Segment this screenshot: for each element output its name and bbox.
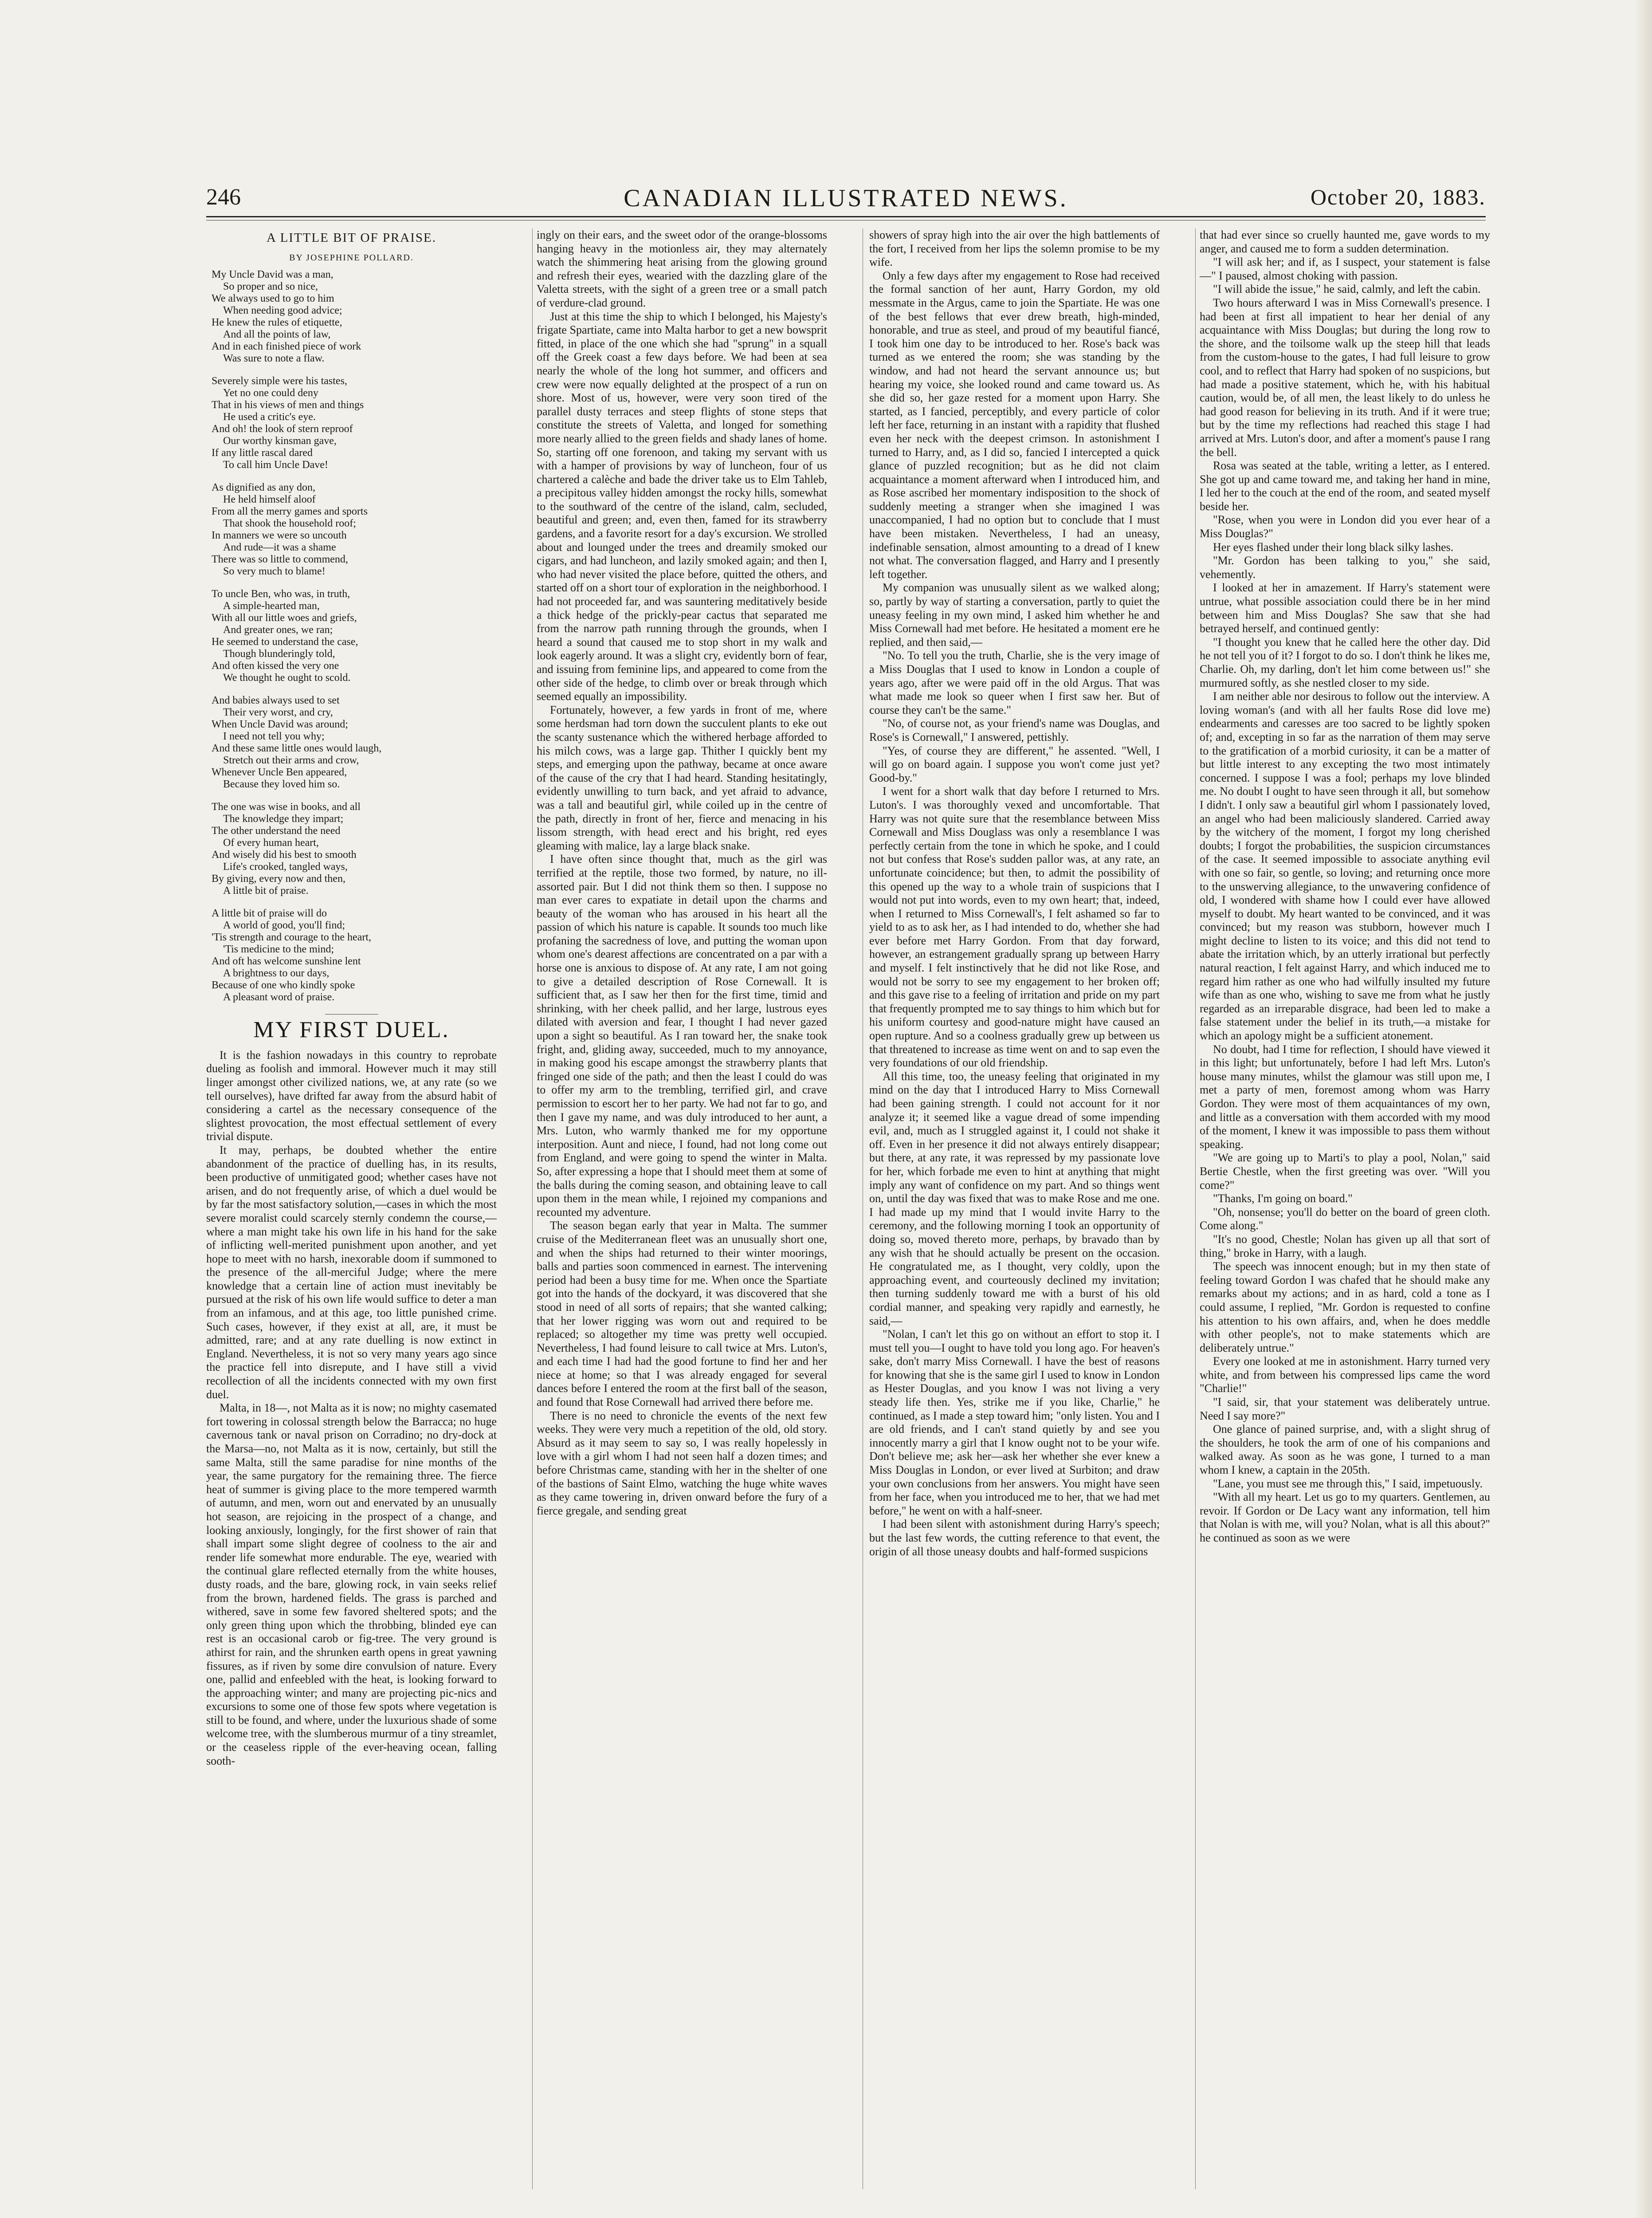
column-3-text	[869, 228, 1160, 1558]
column-4	[1200, 228, 1490, 2189]
poem-line: With all our little woes and griefs,	[212, 612, 357, 624]
poem-line: I need not tell you why;	[223, 731, 325, 743]
poem-line: 'Tis medicine to the mind;	[223, 944, 334, 956]
poem-stanza	[212, 482, 497, 578]
column-3	[869, 228, 1160, 2189]
story-paragraph: My companion was unusually silent as we walked along; so, partly by way of starting a conversation, partly to quiet the uneasy feeling in my own mind, I asked him whether he and Miss Cornewall had met before. He hesitated a moment ere he replied, and then said,—	[869, 581, 1160, 649]
page-number: 246	[206, 185, 241, 210]
poem-line: A brightness to our days,	[223, 967, 330, 979]
story-paragraph: No doubt, had I time for reflection, I should have viewed it in this light; but unfortunately, before I had left Mrs. Luton's house many minutes, whilst the glamour was still upon me, I met a party of men, foremost among whom was Harry Gordon. They were most of them acquaintances of my own, and little as a conversation with them accorded with my mood of the moment, I knew it was impossible to pass them without speaking.	[1200, 1042, 1490, 1151]
poem-line: So very much to blame!	[223, 566, 326, 578]
story-paragraph: "I will ask her; and if, as I suspect, your statement is false—" I paused, almost choking with passion.	[1200, 256, 1490, 282]
poem-line: And all the points of law,	[223, 329, 331, 341]
story-paragraph: "I thought you knew that he called here the other day. Did he not tell you of it? I forgot to do so. I don't think he likes me, Charlie. Oh, my darling, don't let him come between us!" she murmured softly, as she nestled closer to my side.	[1200, 635, 1490, 689]
poem-line: And babies always used to set	[212, 695, 340, 707]
poem-line: He used a critic's eye.	[223, 411, 316, 423]
poem-line: And often kissed the very one	[212, 660, 339, 672]
poem-line: 'Tis strength and courage to the heart,	[212, 932, 372, 944]
poem-line: He knew the rules of etiquette,	[212, 317, 342, 329]
poem-line: Severely simple were his tastes,	[212, 375, 347, 387]
poem-line: Whenever Uncle Ben appeared,	[212, 767, 347, 779]
poem-line: That shook the household roof;	[223, 518, 356, 530]
column-2-text	[537, 228, 827, 1518]
poem-line: Their very worst, and cry,	[223, 707, 333, 719]
poem-line: And oh! the look of stern reproof	[212, 423, 353, 435]
story-paragraph: that had ever since so cruelly haunted me, gave words to my anger, and caused me to form a sudden determination.	[1200, 228, 1490, 255]
column-1-text	[206, 1049, 497, 1768]
story-paragraph: "Nolan, I can't let this go on without an effort to stop it. I must tell you—I ought to have told you long ago. For heaven's sake, don't marry Miss Cornewall. I have the best of reasons for knowing that she is the same girl I used to know in London as Hester Douglas, and you know I was not living a very steady life then. Yes, strike me if you like, Charlie," he continued, as I made a step toward him; "only listen. You and I are old friends, and I can't stand quietly by and see you innocently marry a girl that I know ought not to be your wife. Don't believe me; ask her—ask her whether she ever knew a Miss Douglas in London, or ever lived at Surbiton; and draw your own conclusions from her answers. You might have seen from her face, when you introduced me to her, that we had met before," he went on with a half-sneer.	[869, 1328, 1160, 1517]
poem-line: We always used to go to him	[212, 293, 334, 305]
poem-line: And wisely did his best to smooth	[212, 849, 357, 861]
story-paragraph: Malta, in 18—, not Malta as it is now; no mighty casemated fort towering in colossal strength below the Barracca; no huge cavernous tank or naval prison on Corradino; no dry-dock at the Marsa—no, not Malta as it is now, certainly, but still the same Malta, still the same paradise for nine months of the year, the same purgatory for the remaining three. The fierce heat of summer is giving place to the more tempered warmth of autumn, and men, worn out and enervated by an unusually hot season, are rejoicing in the prospect of a change, and looking anxiously, longingly, for the first shower of rain that shall impart some slight degree of coolness to the air and render life somewhat more endurable. The eye, wearied with the continual glare reflected eternally from the white houses, dusty roads, and the bare, glowing rock, in vain seeks relief from the brown, hardened fields. The grass is parched and withered, save in some few favored sheltered spots; and the only green thing upon which the throbbing, blinded eye can rest is an occasional carob or fig-tree. The very ground is athirst for rain, and the shrunken earth opens in great yawning fissures, as if riven by some dire convulsion of nature. Every one, pallid and enfeebled with the heat, is looking forward to the approaching winter; and many are projecting pic-nics and excursions to some one of those few spots where vegetation is still to be found, and where, under the luxurious shade of some welcome tree, with the slumberous murmur of a tiny streamlet, or the ceaseless ripple of the ever-heaving ocean, falling sooth-	[206, 1401, 497, 1767]
story-paragraph: showers of spray high into the air over the high battlements of the fort, I received from her lips the solemn promise to be my wife.	[869, 228, 1160, 269]
header-rule	[206, 216, 1486, 217]
story-paragraph: Only a few days after my engagement to Rose had received the formal sanction of her aunt, Harry Gordon, my old messmate in the Argus, came to join the Spartiate. He was one of the best fellows that ever drew breath, high-minded, honorable, and true as steel, and proud of my beautiful fiancé, I took him one day to be introduced to her. Rose's back was turned as we entered the room; she was standing by the window, and had not heard the servant announce us; but hearing my voice, she looked round and came toward us. As she did so, her gaze rested for a moment upon Harry. She started, as I fancied, perceptibly, and every particle of color left her face, returning in an instant with a rapidity that flushed even her neck with the deepest crimson. In astonishment I turned to Harry, and, as I did so, fancied I intercepted a quick glance of puzzled recognition; but as he did not claim acquaintance a moment afterward when I introduced him, and as Rose ascribed her momentary indisposition to the shock of suddenly meeting a stranger when she imagined I was unaccompanied, I had no option but to conclude that I must have been mistaken. Nevertheless, I had an uneasy, indefinable sensation, almost amounting to a dread of I knew not what. The conversation flagged, and Harry and I presently left together.	[869, 269, 1160, 581]
poem-line: Our worthy kinsman gave,	[223, 435, 337, 447]
poem-line: Life's crooked, tangled ways,	[223, 861, 348, 873]
poem-line: Yet no one could deny	[223, 387, 318, 399]
poem-line: He seemed to understand the case,	[212, 636, 358, 648]
poem-line: And rude—it was a shame	[223, 542, 336, 554]
masthead: CANADIAN ILLUSTRATED NEWS.	[624, 185, 1068, 212]
story-paragraph: One glance of pained surprise, and, with a slight shrug of the shoulders, he took the arm of one of his companions and walked away. As soon as he was gone, I turned to a man whom I knew, a captain in the 205th.	[1200, 1423, 1490, 1477]
story-paragraph: "Oh, nonsense; you'll do better on the board of green cloth. Come along."	[1200, 1205, 1490, 1232]
poem-line: The other understand the need	[212, 825, 341, 837]
story-paragraph: Her eyes flashed under their long black silky lashes.	[1213, 540, 1454, 554]
poem-line: By giving, every now and then,	[212, 873, 345, 885]
poem-line: My Uncle David was a man,	[212, 269, 334, 281]
poem-line: So proper and so nice,	[223, 281, 318, 293]
story-paragraph: "Yes, of course they are different," he assented. "Well, I will go on board again. I suppose you won't come just yet? Good-by."	[869, 744, 1160, 784]
story-paragraph: "No, of course not, as your friend's name was Douglas, and Rose's is Cornewall," I answered, pettishly.	[869, 717, 1160, 743]
poem-line: And greater ones, we ran;	[223, 624, 333, 636]
story-title: MY FIRST DUEL.	[253, 1017, 450, 1043]
poem-line: A simple-hearted man,	[223, 600, 320, 612]
issue-date: October 20, 1883.	[1310, 185, 1486, 209]
story-paragraph: "We are going up to Marti's to play a pool, Nolan," said Bertie Chestle, when the first greeting was over. "Will you come?"	[1200, 1151, 1490, 1192]
poem-line: Because of one who kindly spoke	[212, 979, 355, 991]
poem-line: And oft has welcome sunshine lent	[212, 956, 361, 967]
paper-edge-stain	[1634, 0, 1652, 2218]
poem-line: Stretch out their arms and crow,	[223, 755, 359, 767]
poem-line: He held himself aloof	[223, 494, 316, 506]
column-divider	[532, 228, 533, 2189]
story-paragraph: "Rose, when you were in London did you ever hear of a Miss Douglas?"	[1200, 513, 1490, 540]
poem-line: We thought he ought to scold.	[223, 672, 351, 684]
story-paragraph: I went for a short walk that day before I returned to Mrs. Luton's. I was thoroughly vexed and uncomfortable. That Harry was not quite sure that the resemblance between Miss Cornewall and Miss Douglass was only a resemblance I was perfectly certain from the tone in which he spoke, and I could not but confess that Rose's sudden pallor was, at any rate, an unfortunate coincidence; but then, to admit the possibility of this opened up the way to a whole train of suspicions that I would not put into words, even to my own heart; that, indeed, when I returned to Miss Cornewall's, I felt ashamed so far to yield to as to ask her, as I had intended to do, whether she had ever before met Harry Gordon. From that day forward, however, an estrangement gradually sprang up between Harry and myself. I felt instinctively that he did not like Rose, and would not be sorry to see my engagement to her broken off; and this gave rise to a feeling of irritation and pride on my part that frequently prompted me to say things to him which but for his uniform courtesy and good-nature might have caused an open rupture. And so a coolness gradually grew up between us that threatened to increase as time went on and to sap even the very foundations of our old friendship.	[869, 785, 1160, 1070]
story-paragraph: It is the fashion nowadays in this country to reprobate dueling as foolish and immoral. However much it may still linger amongst other civilized nations, we, at any rate (so we tell ourselves), have drifted far away from the absurd habit of considering a cartel as the necessary consequence of the slightest provocation, the most effectual settlement of every trivial dispute.	[206, 1048, 497, 1143]
story-paragraph: Two hours afterward I was in Miss Cornewall's presence. I had been at first all impatient to hear her denial of any acquaintance with Miss Douglas; but during the long row to the shore, and the toilsome walk up the steep hill that leads from the custom-house to the gates, I had full leisure to grow cool, and to reflect that Harry had spoken of no suspicions, but had made a positive statement, which he, with his habitual caution, would be, of all men, the least likely to do unless he had good reason for believing in its truth. And if it were true; but by the time my reflections had reached this stage I had arrived at Mrs. Luton's door, and after a moment's pause I rang the bell.	[1200, 296, 1490, 459]
story-paragraph: The season began early that year in Malta. The summer cruise of the Mediterranean fleet was an unusually short one, and when the ships had returned to their winter moorings, balls and parties soon commenced in earnest. The intervening period had been a busy time for me. When once the Spartiate got into the hands of the dockyard, it was discovered that she stood in need of all sorts of repairs; that she wanted calking; that her lower rigging was worn out and required to be replaced; so altogether my time was pretty well occupied. Nevertheless, I had found leisure to call twice at Mrs. Luton's, and each time I had had the good fortune to find her and her niece at home; so that I was already engaged for several dances before I entered the room at the first ball of the season, and found that Rose Cornewall had arrived there before me.	[537, 1219, 827, 1409]
poem-body	[206, 269, 497, 1003]
story-paragraph: Every one looked at me in astonishment. Harry turned very white, and from between his compressed lips came the word "Charlie!"	[1200, 1355, 1490, 1395]
story-paragraph: There is no need to chronicle the events of the next few weeks. They were very much a repetition of the old, old story. Absurd as it may seem to say so, I was really hopelessly in love with a girl whom I had not seen half a dozen times; and before Christmas came, standing with her in the shelter of one of the bastions of Saint Elmo, watching the huge white waves as they came towering in, driven onward before the fury of a fierce gregale, and sending great	[537, 1409, 827, 1517]
poem-line: As dignified as any don,	[212, 482, 315, 494]
story-paragraph: ingly on their ears, and the sweet odor of the orange-blossoms hanging heavy in the motionless air, they may alternately watch the shimmering heat arising from the glowing ground and refresh their eyes, wearied with the dazzling glare of the Valetta streets, with the sight of a green tree or a small patch of verdure-clad ground.	[537, 228, 827, 309]
poem-stanza	[212, 908, 497, 1003]
story-paragraph: I am neither able nor desirous to follow out the interview. A loving woman's (and with all her faults Rose did love me) endearments and caresses are too sacred to be lightly spoken of; and, excepting in so far as the narration of them may serve to the gratification of a morbid curiosity, it can be a matter of but little interest to any excepting the two most intimately concerned. I suppose I was a fool; perhaps my love blinded me. No doubt I ought to have seen through it all, but somehow I didn't. I only saw a beautiful girl whom I passionately loved, an angel who had been maliciously slandered. Carried away by the witchery of the moment, I forgot my long cherished doubts; I forgot the probabilities, the suspicion circumstances of the case. It seemed impossible to associate anything evil with one so fair, so gentle, so loving; and returning once more to the unswerving allegiance, to the unwavering confidence of old, I wondered with shame how I could ever have allowed myself to doubt. My heart wanted to be convinced, and it was convinced; but my reason was stubborn, however much I might decline to listen to its voice; and this did not tend to abate the irritation which, by an utterly irrational but perfectly natural reaction, I felt against Harry, and which induced me to regard him rather as one who had wilfully insulted my future wife than as one who, wishing to save me from what he justly regarded as an irreparable disgrace, had been led to make a false statement under the belief in its truth,—a mistake for which an apology might be a sufficient atonement.	[1200, 690, 1490, 1042]
story-paragraph: Fortunately, however, a few yards in front of me, where some herdsman had torn down the succulent plants to eke out the scanty sustenance which the withered herbage afforded to his milch cows, was a large gap. Thither I quickly bent my steps, and emerging upon the pathway, became at once aware of the cause of the cry that I had heard. Standing hesitatingly, evidently unwilling to turn back, and yet afraid to advance, was a tall and beautiful girl, while coiled up in the centre of the path, directly in front of her, fierce and menacing in his lissom strength, with head erect and his bright, red eyes gleaming with malice, lay a large black snake.	[537, 703, 827, 852]
story-paragraph: "It's no good, Chestle; Nolan has given up all that sort of thing," broke in Harry, with a laugh.	[1200, 1232, 1490, 1259]
column-divider	[1195, 228, 1196, 2189]
poem-line: When Uncle David was around;	[212, 719, 348, 731]
poem-line: To uncle Ben, who was, in truth,	[212, 588, 350, 600]
story-paragraph: "No. To tell you the truth, Charlie, she is the very image of a Miss Douglas that I used to know in London a couple of years ago, after we were paid off in the old Argus. That was what made me look so queer when I first saw her. But of course they can't be the same."	[869, 649, 1160, 716]
poem-end-rule	[325, 1014, 378, 1015]
poem-line: And in each finished piece of work	[212, 341, 361, 353]
story-paragraph: "Lane, you must see me through this," I said, impetuously.	[1213, 1477, 1483, 1490]
column-2	[537, 228, 827, 2189]
poem-line: When needing good advice;	[223, 305, 342, 317]
story-paragraph: I have often since thought that, much as the girl was terrified at the reptile, those two formed, by nature, no ill-assorted pair. But I did not think them so then. I suppose no man ever cares to expatiate in detail upon the charms and beauty of the woman who has aroused in his heart all the passion of which his nature is capable. It sounds too much like profaning the sacredness of love, and putting the woman upon whom one's dearest affections are concentrated on a par with a horse one is anxious to dispose of. At any rate, I am not going to give a detailed description of Rose Cornewall. It is sufficient that, as I saw her then for the first time, timid and shrinking, with her cheek pallid, and her large, lustrous eyes dilated with aversion and fear, I thought I had never gazed upon a sight so beautiful. As I ran toward her, the snake took fright, and, gliding away, succeeded, much to my annoyance, in making good his escape amongst the strawberry plants that fringed one side of the path; and then the least I could do was to offer my arm to the trembling, terrified girl, and crave permission to escort her to her party. We had not far to go, and then I gave my name, and was duly introduced to her aunt, a Mrs. Luton, who warmly thanked me for my opportune interposition. Aunt and niece, I found, had not long come out from England, and were going to spend the winter in Malta. So, after expressing a hope that I should meet them at some of the balls during the coming season, and obtaining leave to call upon them in the mean while, I rejoined my companions and recounted my adventure.	[537, 853, 827, 1219]
story-paragraph: Just at this time the ship to which I belonged, his Majesty's frigate Spartiate, came into Malta harbor to get a new bowsprit fitted, in place of the one which she had "sprung" in a squall off the Greek coast a few days before. We had been at sea nearly the whole of the long hot summer, and officers and crew were now equally delighted at the prospect of a run on shore. Most of us, however, were very soon tired of the parallel dusty terraces and steep flights of stone steps that constitute the streets of Valetta, and longed for something more nearly allied to the green fields and shady lanes of home. So, starting off one forenoon, and taking my servant with us with a hamper of provisions by way of luncheon, four of us chartered a calèche and bade the driver take us to Elm Tahleb, a precipitous valley hidden amongst the rocky hills, somewhat to the southward of the centre of the island, calm, secluded, beautiful and green; and, even then, famed for its strawberry gardens, and a favorite resort for a day's excursion. We strolled about and lounged under the trees and dreamily smoked our cigars, and had luncheon, and lazily smoked again; and then I, who had never visited the place before, quitted the others, and started off on a short tour of exploration in the neighborhood. I had not proceeded far, and was sauntering meditatively beside a thick hedge of the prickly-pear cactus that separated me from the narrow path running through the grounds, when I heard a sound that caused me to stop short in my walk and look eagerly around. It was a slight cry, evidently born of fear, and issuing from feminine lips, and appeared to come from the other side of the hedge, to climb over or break through which seemed equally an impossibility.	[537, 310, 827, 703]
column-1	[206, 228, 497, 2189]
poem-line: From all the merry games and sports	[212, 506, 368, 518]
story-paragraph: "With all my heart. Let us go to my quarters. Gentlemen, au revoir. If Gordon or De Lacy want any information, tell him that Nolan is with me, will you? Nolan, what is all this about?" he continued as soon as we were	[1200, 1490, 1490, 1544]
poem-line: If any little rascal dared	[212, 447, 313, 459]
poem-line: Because they loved him so.	[223, 779, 340, 790]
poem-stanza	[212, 801, 497, 897]
story-paragraph: "I said, sir, that your statement was deliberately untrue. Need I say more?"	[1200, 1396, 1490, 1422]
poem-line: In manners we were so uncouth	[212, 530, 347, 542]
story-paragraph: Rosa was seated at the table, writing a letter, as I entered. She got up and came toward me, and taking her hand in mine, I led her to the couch at the end of the room, and seated myself beside her.	[1200, 459, 1490, 513]
story-paragraph: I looked at her in amazement. If Harry's statement were untrue, what possible association could there be in her mind between him and Miss Douglas? She saw that she had betrayed herself, and continued gently:	[1200, 581, 1490, 635]
poem-line: The one was wise in books, and all	[212, 801, 361, 813]
story-paragraph: I had been silent with astonishment during Harry's speech; but the last few words, the cutting reference to that event, the origin of all those uneasy doubts and half-formed suspicions	[869, 1518, 1160, 1558]
poem-line: A little bit of praise will do	[212, 908, 327, 920]
poem-line: Of every human heart,	[223, 837, 319, 849]
poem-line: The knowledge they impart;	[223, 813, 344, 825]
poem-stanza	[212, 588, 497, 684]
poem-title: A LITTLE BIT OF PRAISE.	[267, 231, 436, 245]
poem-line: A little bit of praise.	[223, 885, 309, 897]
story-paragraph: "Thanks, I'm going on board."	[1213, 1192, 1353, 1205]
poem-line: A pleasant word of praise.	[223, 991, 335, 1003]
story-paragraph: "I will abide the issue," he said, calmly, and left the cabin.	[1213, 283, 1481, 296]
page-header	[206, 184, 1486, 215]
poem-line: Though blunderingly told,	[223, 648, 335, 660]
poem-line: And these same little ones would laugh,	[212, 743, 382, 755]
story-paragraph: The speech was innocent enough; but in my then state of feeling toward Gordon I was chafed that he should make any remarks about my actions; and in as hard, cold a tone as I could assume, I replied, "Mr. Gordon is requested to confine his attention to his own affairs, and, when he does meddle with other people's, not to make statements which are deliberately untrue."	[1200, 1260, 1490, 1354]
poem-stanza	[212, 695, 497, 790]
column-4-text	[1200, 228, 1490, 1545]
poem-line: A world of good, you'll find;	[223, 920, 345, 932]
poem-line: There was so little to commend,	[212, 554, 348, 566]
story-paragraph: It may, perhaps, be doubted whether the entire abandonment of the practice of duelling has, in its results, been productive of unmitigated good; whether cases have not arisen, and do not frequently arise, of which a duel would be by far the most satisfactory solution,—cases in which the most severe moralist could scarcely sternly condemn the course,—where a man might take his own life in his hand for the sake of inflicting well-merited punishment upon another, and yet hope to meet with no harsh, inexorable doom if summoned to the presence of the all-merciful Judge; where the mere knowledge that a certain line of action must inevitably be pursued at the risk of his own life would suffice to deter a man from an infamous, and at this age, too little punished crime. Such cases, however, if they exist at all, are, it must be admitted, rare; and at any rate duelling is now extinct in England. Nevertheless, it is not so very many years ago since the practice fell into disrepute, and I have still a vivid recollection of all the incidents connected with my own first duel.	[206, 1143, 497, 1401]
story-paragraph: All this time, too, the uneasy feeling that originated in my mind on the day that I introduced Harry to Miss Cornewall had been gaining strength. I could not account for it nor analyze it; it seemed like a vague dread of some impending evil, and, much as I struggled against it, I could not shake it off. Even in her presence it did not always entirely disappear; but there, at any rate, it was repressed by my passionate love for her, which forbade me even to hint at anything that might imply any want of confidence on my part. And so things went on, until the day was fixed that was to make Rose and me one. I had made up my mind that I would invite Harry to the ceremony, and the following morning I took an opportunity of doing so, moved thereto more, perhaps, by bravado than by any wish that he should actually be present on the occasion. He congratulated me, as I thought, very coldly, upon the approaching event, and courteously declined my invitation; then turning suddenly toward me with a burst of his old cordial manner, and speaking very rapidly and earnestly, he said,—	[869, 1070, 1160, 1327]
poem-line: To call him Uncle Dave!	[223, 459, 328, 471]
poem-line: That in his views of men and things	[212, 399, 364, 411]
story-paragraph: "Mr. Gordon has been talking to you," she said, vehemently.	[1200, 554, 1490, 581]
poem-stanza	[212, 269, 497, 365]
poem-stanza	[212, 375, 497, 471]
poem-line: Was sure to note a flaw.	[223, 353, 325, 365]
poem-byline: BY JOSEPHINE POLLARD.	[289, 252, 414, 263]
